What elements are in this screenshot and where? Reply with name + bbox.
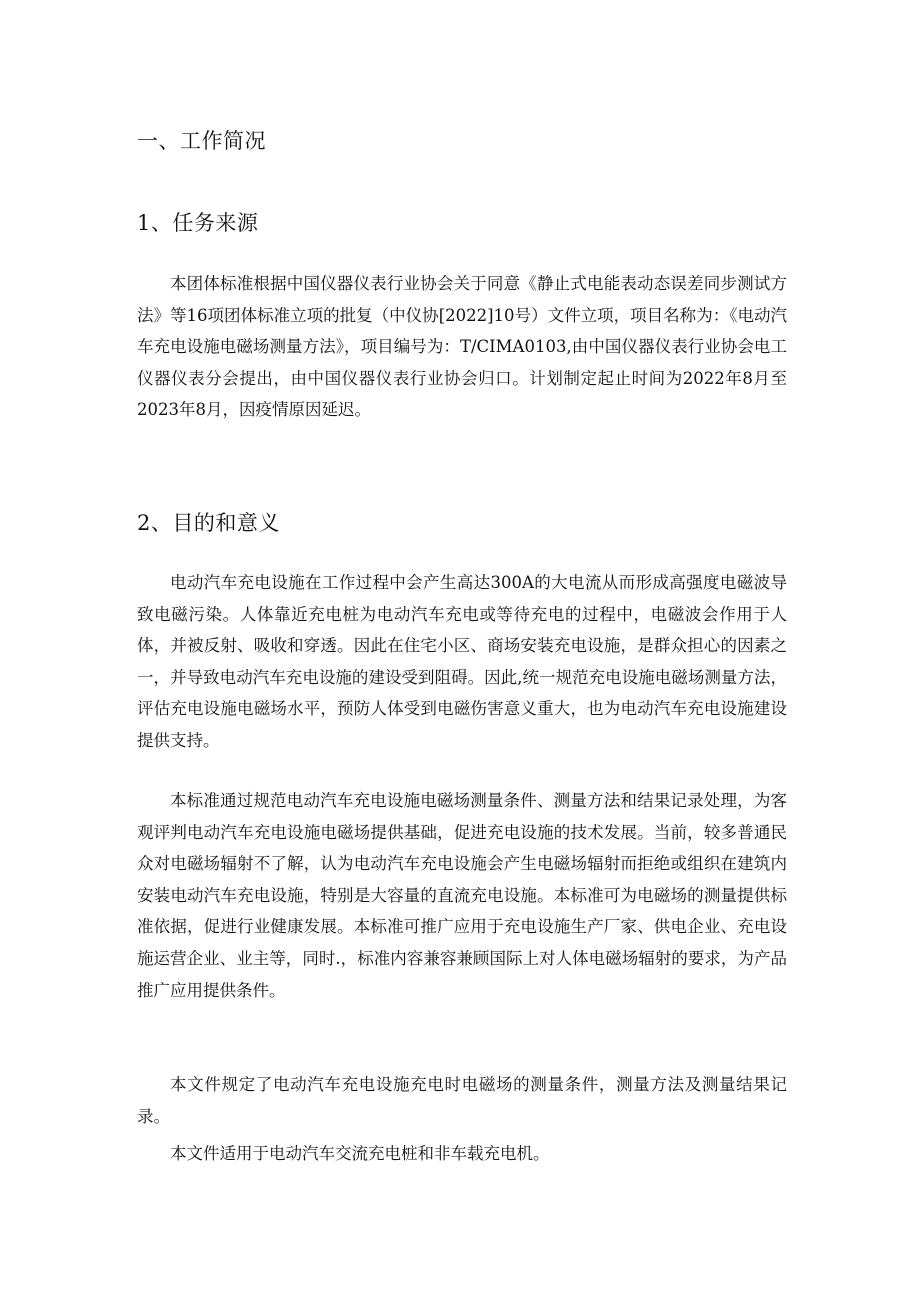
paragraph-purpose-1: 电动汽车充电设施在工作过程中会产生高达300A的大电流从而形成高强度电磁波导致电磁污染。人体靠近充电桩为电动汽车充电或等待充电的过程中，电磁波会作用于人体，并被反射、吸收和穿透。因此在住宅小区、商场安装充电设施，是群众担心的因素之一，并导致电动汽车充电设施的建设受到阻碍。因此,统一规范充电设施电磁场测量方法，评估充电设施电磁场水平，预防人体受到电磁伤害意义重大，也为电动汽车充电设施建设提供支持。: [137, 573, 787, 750]
paragraph-task-source: 本团体标准根据中国仪器仪表行业协会关于同意《静止式电能表动态误差同步测试方法》等16项团体标准立项的批复（中仪协[2022]10号）文件立项，项目名称为：《电动汽车充电设施电磁场测量方法》，项目编号为：T/CIMA0103,由中国仪器仪表行业协会电工仪器仪表分会提出，由中国仪器仪表行业协会归口。计划制定起止时间为2022年8月至2023年8月，因疫情原因延迟。: [137, 274, 787, 420]
paragraph-scope-1: 本文件规定了电动汽车充电设施充电时电磁场的测量条件，测量方法及测量结果记录。: [137, 1075, 787, 1126]
paragraph-purpose-2: 本标准通过规范电动汽车充电设施电磁场测量条件、测量方法和结果记录处理，为客观评判电动汽车充电设施电磁场提供基础，促进充电设施的技术发展。当前，较多普通民众对电磁场辐射不了解，认为电动汽车充电设施会产生电磁场辐射而拒绝或组织在建筑内安装电动汽车充电设施，特别是大容量的直流充电设施。本标准可为电磁场的测量提供标准依据，促进行业健康发展。本标准可推广应用于充电设施生产厂家、供电企业、充电设施运营企业、业主等，同时.，标准内容兼容兼顾国际上对人体电磁场辐射的要求，为产品推广应用提供条件。: [137, 791, 787, 1000]
section-heading-work-overview: 一、工作简况: [137, 129, 266, 153]
subsection-heading-task-source: 1、任务来源: [137, 211, 259, 235]
subsection-heading-purpose: 2、目的和意义: [137, 511, 280, 535]
paragraph-scope-2: 本文件适用于电动汽车交流充电桩和非车载充电机。: [170, 1144, 550, 1163]
